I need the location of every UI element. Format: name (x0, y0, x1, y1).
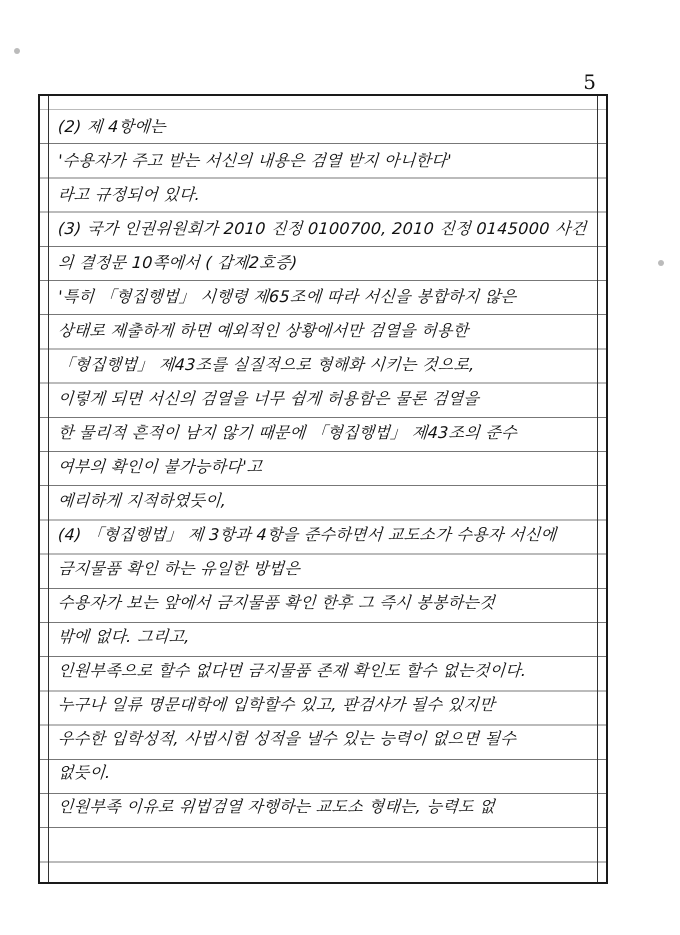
text-line-1: (2) 제 4항에는 (57, 117, 167, 136)
text-line-9: 이렇게 되면 서신의 검열을 너무 쉽게 허용함은 물론 검열을 (57, 389, 480, 408)
page-number: 5 (583, 70, 596, 94)
scan-speck (14, 48, 20, 54)
text-line-7: 상태로 제출하게 하면 예외적인 상황에서만 검열을 허용한 (57, 321, 470, 340)
text-line-19: 우수한 입학성적, 사법시험 성적을 낼수 있는 능력이 없으면 될수 (57, 729, 517, 748)
text-line-21: 인원부족 이유로 위법검열 자행하는 교도소 형태는, 능력도 없 (57, 797, 496, 816)
lined-paper (38, 94, 608, 884)
text-line-16: 밖에 없다. 그리고, (57, 627, 191, 646)
text-line-3: 라고 규정되어 있다. (57, 185, 201, 204)
text-line-6: '특히 「형집행법」 시행령 제65조에 따라 서신을 봉합하지 않은 (57, 287, 518, 306)
text-line-4: (3) 국가 인권위원회가 2010 진정 0100700, 2010 진정 0145000 사건 (57, 219, 588, 238)
text-line-2: '수용자가 주고 받는 서신의 내용은 검열 받지 아니한다' (57, 151, 453, 170)
text-line-5: 의 결정문 10쪽에서 ( 갑제2호증) (57, 253, 299, 272)
text-line-14: 금지물품 확인 하는 유일한 방법은 (57, 559, 301, 578)
text-line-17: 인원부족으로 할수 없다면 금지물품 존재 확인도 할수 없는것이다. (57, 661, 528, 680)
text-line-10: 한 물리적 흔적이 남지 않기 때문에 「형집행법」 제43조의 준수 (57, 423, 518, 442)
text-line-13: (4) 「형집행법」 제 3항과 4항을 준수하면서 교도소가 수용자 서신에 (57, 525, 558, 544)
scan-speck (658, 260, 664, 266)
text-line-8: 「형집행법」 제43조를 실질적으로 형해화 시키는 것으로, (57, 355, 476, 374)
text-line-15: 수용자가 보는 앞에서 금지물품 확인 한후 그 즉시 봉봉하는것 (57, 593, 496, 612)
text-line-20: 없듯이. (57, 763, 112, 782)
text-line-18: 누구나 일류 명문대학에 입학할수 있고, 판검사가 될수 있지만 (57, 695, 496, 714)
text-line-12: 예리하게 지적하였듯이, (57, 491, 228, 510)
text-line-11: 여부의 확인이 불가능하다'고 (57, 457, 264, 476)
